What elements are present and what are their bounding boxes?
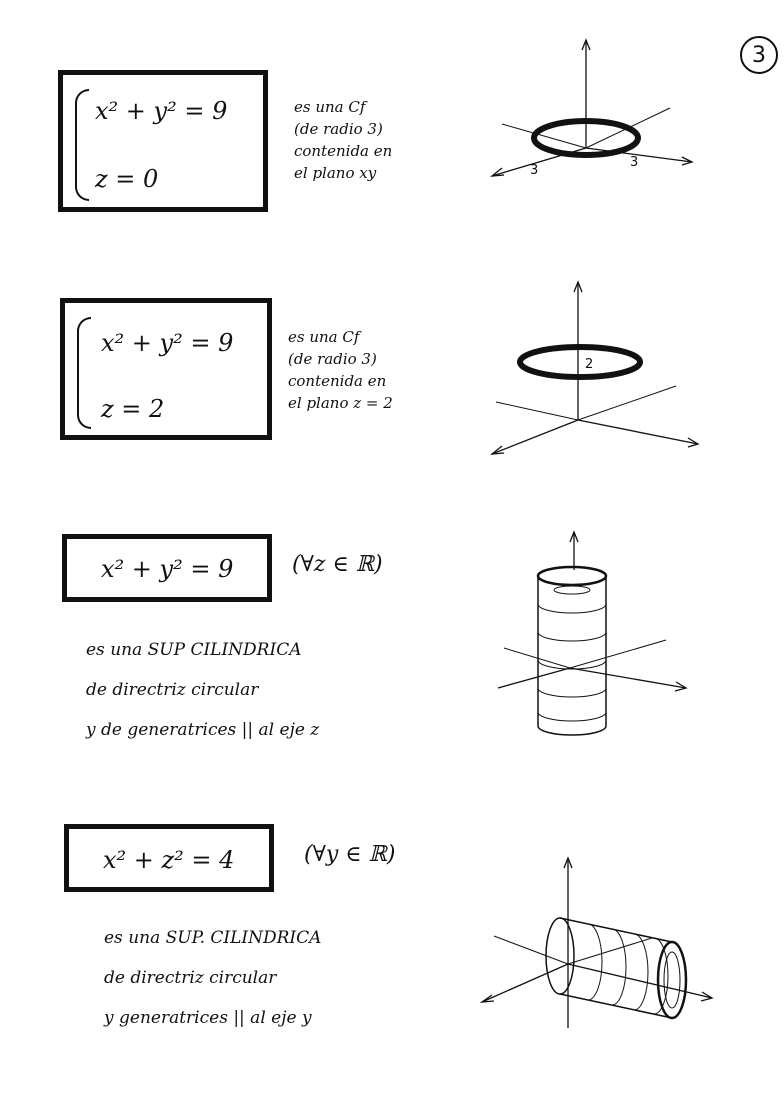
equation-line-1: x² + z² = 4 bbox=[103, 846, 235, 874]
note-line: de directriz circular bbox=[86, 680, 259, 700]
note-line: (de radio 3) bbox=[294, 120, 383, 138]
axis-back bbox=[504, 648, 570, 668]
equation-box-1 bbox=[58, 70, 268, 212]
x-axis bbox=[498, 668, 570, 688]
axis-back bbox=[570, 640, 666, 668]
sketch-cylinder-z bbox=[494, 530, 694, 750]
note-line: y de generatrices || al eje z bbox=[86, 720, 320, 740]
cyl-inner-top bbox=[554, 586, 590, 594]
note-line: es una Cf bbox=[288, 328, 360, 346]
generatrix-ring bbox=[634, 934, 648, 1010]
system-brace bbox=[77, 317, 91, 429]
note-line: es una SUP CILINDRICA bbox=[86, 640, 302, 660]
generatrix-ring bbox=[588, 924, 602, 1000]
equation-line-1: x² + y² = 9 bbox=[101, 555, 234, 583]
generatrix-ring bbox=[538, 688, 606, 697]
description-3 bbox=[86, 630, 319, 750]
page-number: 3 bbox=[740, 36, 778, 74]
note-line: de directriz circular bbox=[104, 968, 277, 988]
axis-back bbox=[568, 938, 652, 964]
x-axis bbox=[482, 964, 568, 1002]
equation-line-2: z = 0 bbox=[95, 165, 159, 193]
note-line: contenida en bbox=[288, 372, 387, 390]
equation-box-4 bbox=[64, 824, 274, 892]
cyl-bottom bbox=[538, 726, 606, 735]
description-1 bbox=[294, 96, 392, 184]
quantifier-4: (∀y ∈ ℝ) bbox=[304, 842, 396, 867]
circle-curve bbox=[520, 347, 640, 377]
note-line: (de radio 3) bbox=[288, 350, 377, 368]
quantifier-3: (∀z ∈ ℝ) bbox=[292, 552, 383, 577]
axis-label-3: 3 bbox=[630, 155, 639, 170]
note-line: y generatrices || al eje y bbox=[104, 1008, 312, 1028]
system-brace bbox=[75, 89, 89, 201]
equation-line-2: z = 2 bbox=[101, 395, 165, 423]
y-axis bbox=[568, 964, 712, 998]
note-line: el plano xy bbox=[294, 164, 377, 182]
cyl-top bbox=[538, 567, 606, 585]
generatrix-ring bbox=[538, 712, 606, 721]
note-line: es una SUP. CILINDRICA bbox=[104, 928, 322, 948]
equation-box-3 bbox=[62, 534, 272, 602]
note-line: contenida en bbox=[294, 142, 393, 160]
cyl-end-left bbox=[546, 918, 574, 994]
generatrix-ring bbox=[612, 929, 626, 1005]
equation-line-1: x² + y² = 9 bbox=[101, 329, 234, 357]
x-axis bbox=[492, 420, 578, 454]
generatrix-ring bbox=[538, 604, 606, 613]
height-label-2: 2 bbox=[585, 357, 594, 372]
y-axis bbox=[570, 668, 686, 688]
description-4 bbox=[104, 918, 321, 1038]
note-line: el plano z = 2 bbox=[288, 394, 393, 412]
sketch-circle-z2 bbox=[486, 276, 706, 466]
x-axis-arrow bbox=[482, 995, 494, 1002]
axis-back-1 bbox=[496, 402, 578, 420]
equation-line-1: x² + y² = 9 bbox=[95, 97, 228, 125]
generatrix-ring bbox=[538, 632, 606, 641]
equation-box-2 bbox=[60, 298, 272, 440]
axis-back bbox=[494, 936, 568, 964]
sketch-cylinder-y bbox=[476, 852, 726, 1042]
description-2 bbox=[288, 326, 393, 414]
sketch-circle-z0 bbox=[480, 30, 700, 190]
y-axis bbox=[578, 420, 698, 444]
axis-back-2 bbox=[578, 386, 676, 420]
note-line: es una Cf bbox=[294, 98, 366, 116]
axis-label-3: 3 bbox=[530, 163, 539, 178]
cyl-bottom bbox=[560, 994, 672, 1018]
